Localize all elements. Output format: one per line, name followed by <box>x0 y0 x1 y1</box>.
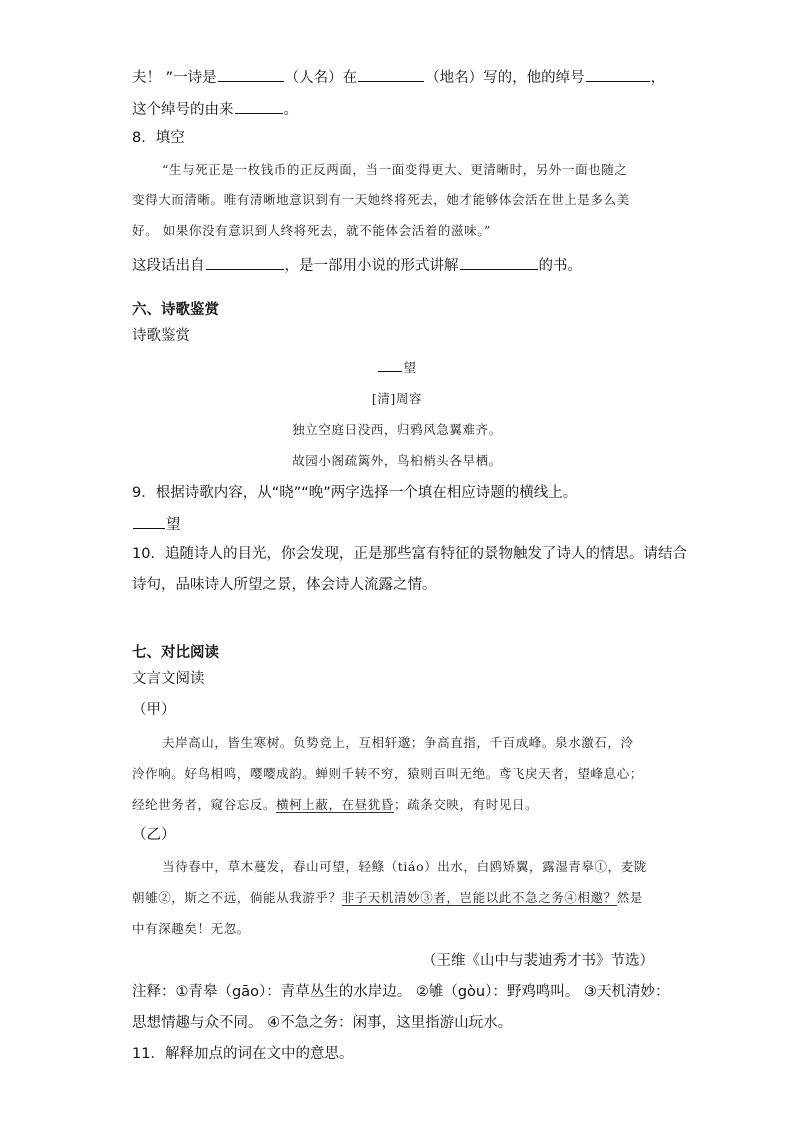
q8-question <box>132 254 582 276</box>
q7-text-f: 。 <box>283 102 298 118</box>
q8-quote-line-3: 好。 如果你没有意识到人终将死去，就不能体会活着的滋味。” <box>132 223 492 238</box>
q10-line-1: 10．追随诗人的目光，你会发现，正是那些富有特征的景物触发了诗人的情思。请结合 <box>132 546 687 562</box>
q9-answer-blank[interactable] <box>133 513 165 529</box>
q7-text-e: 这个绰号的由来 <box>132 102 234 118</box>
q9-answer-line <box>132 513 181 535</box>
section7-subtitle: 文言文阅读 <box>132 671 205 687</box>
yi-line-2-b: 然是 <box>616 890 643 905</box>
q9-answer-suffix: 望 <box>166 517 181 533</box>
nickname-blank[interactable] <box>586 66 650 82</box>
nickname-origin-blank[interactable] <box>235 98 283 114</box>
q8-ask-c: 的书。 <box>538 258 582 274</box>
q7-text-c: （地名）写的，他的绰号 <box>425 70 585 86</box>
q11-text: 11．解释加点的词在文中的意思。 <box>132 1046 354 1062</box>
jia-underlined-sentence: 横柯上蔽，在昼犹昏 <box>276 797 395 812</box>
book-source-blank[interactable] <box>206 254 284 270</box>
yi-line-2-a: 朝雊②，斯之不远，倘能从我游乎？ <box>132 890 342 905</box>
jia-line-1: 夫岸高山，皆生寒树。负势竞上，互相轩邈；争高直指，千百成峰。泉水激石，泠 <box>162 735 634 750</box>
source-citation: （王维《山中与裴迪秀才书》节选） <box>422 953 654 969</box>
poem-title-blank[interactable] <box>378 359 402 372</box>
q9-text: 9．根据诗歌内容，从“晓”“晚”两字选择一个填在相应诗题的横线上。 <box>132 485 578 501</box>
yi-line-2 <box>132 888 643 908</box>
q8-number: 8．填空 <box>132 130 185 146</box>
q7-line-1 <box>132 66 665 88</box>
poet-name-blank[interactable] <box>218 66 284 82</box>
poem-author: [清]周容 <box>371 391 423 406</box>
section7-heading: 七、对比阅读 <box>132 645 219 661</box>
section6-subtitle: 诗歌鉴赏 <box>132 328 190 344</box>
q7-text-a: 夫！ ”一诗是 <box>132 70 217 86</box>
yi-line-1: 当待春中，草木蔓发，春山可望，轻鲦（tiáo）出水，白鸥矫翼，露湿青皋①，麦陇 <box>162 859 647 874</box>
poem-title <box>0 358 794 378</box>
text-yi-label: （乙） <box>132 827 176 843</box>
jia-line-3-a: 经纶世务者，窥谷忘反。 <box>132 797 277 812</box>
jia-line-3-b: ；疏条交映，有时见日。 <box>394 797 539 812</box>
q8-quote-line-1: “生与死正是一枚钱币的正反两面，当一面变得更大、更清晰时，另外一面也随之 <box>162 162 628 177</box>
q10-line-2: 诗句，品味诗人所望之景，体会诗人流露之情。 <box>132 577 437 593</box>
poem-line-1: 独立空庭日没西，归鸦风急翼难齐。 <box>292 422 502 437</box>
q7-text-d: ， <box>650 70 666 86</box>
jia-line-2: 泠作响。好鸟相鸣，嘤嘤成韵。蝉则千转不穷，猿则百叫无绝。鸢飞戾天者，望峰息心； <box>132 766 643 781</box>
text-jia-label: （甲） <box>132 702 176 718</box>
q8-ask-a: 这段话出自 <box>132 258 205 274</box>
q8-quote-line-2: 变得大而清晰。唯有清晰地意识到有一天她终将死去，她才能够体会活在世上是多么美 <box>132 192 630 207</box>
book-topic-blank[interactable] <box>460 254 538 270</box>
poem-title-text: 望 <box>403 360 417 375</box>
q8-ask-b: ，是一部用小说的形式讲解 <box>284 258 459 274</box>
yi-underlined-sentence: 非子天机清妙③者，岂能以此不急之务④相邀？ <box>341 890 617 905</box>
q7-text-b: （人名）在 <box>284 70 358 86</box>
notes-line-1: 注释：①青皋（gāo）：青草丛生的水岸边。 ②雊（gòu）：野鸡鸣叫。 ③天机清妙： <box>132 984 670 1000</box>
yi-line-3: 中有深趣矣！无忽。 <box>132 921 250 936</box>
notes-line-2: 思想情趣与众不同。 ④不急之务：闲事，这里指游山玩水。 <box>132 1015 513 1031</box>
section6-heading: 六、诗歌鉴赏 <box>132 302 219 318</box>
poem-line-2: 故园小阁疏篱外，鸟桕梢头各早栖。 <box>292 453 502 468</box>
place-name-blank[interactable] <box>358 66 424 82</box>
q7-line-2 <box>132 98 298 120</box>
jia-line-3 <box>132 795 538 815</box>
